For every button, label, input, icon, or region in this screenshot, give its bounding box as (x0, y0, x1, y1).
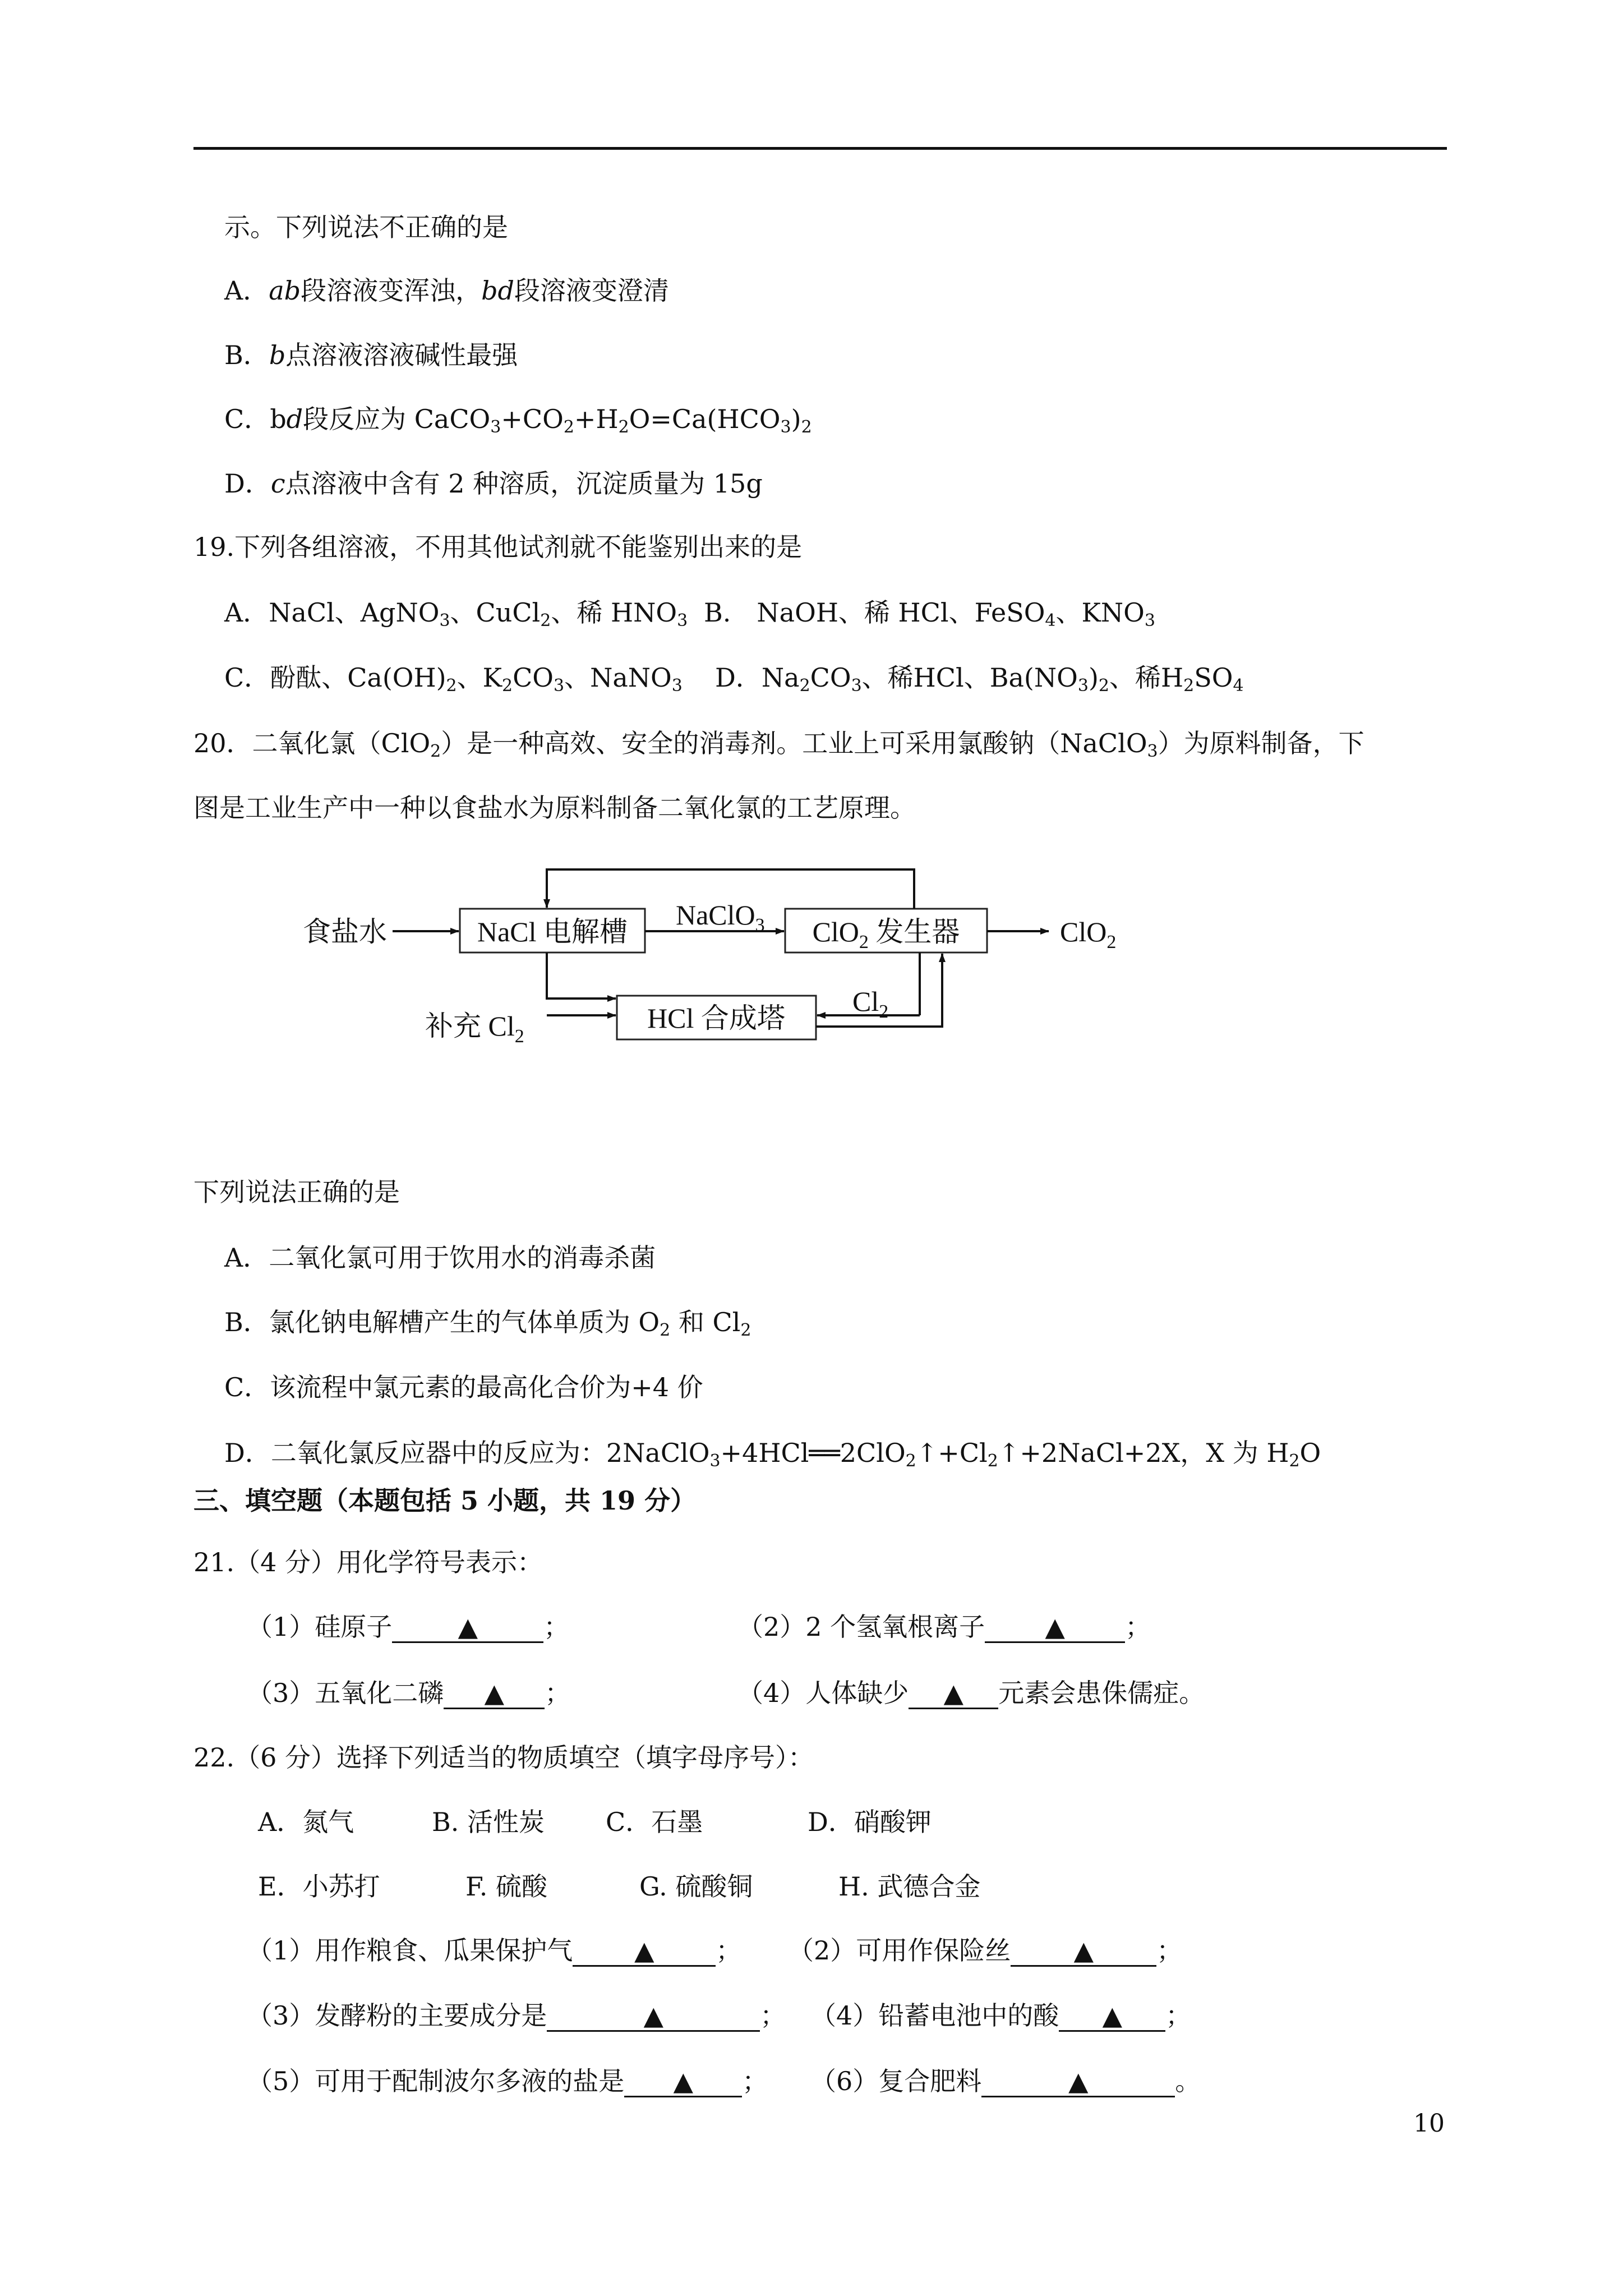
naclo3-arrow-label: NaClO$_3$ (676, 899, 765, 936)
output-label: ClO$_2$ (1060, 916, 1117, 953)
electrolyzer-to-tower-arrow (547, 953, 616, 999)
q21-item-3: （3）五氧化二磷 ▲ ； (247, 1678, 571, 1708)
q22-option-a: A．氮气 (258, 1807, 354, 1837)
q22-option-e: E．小苏打 (258, 1871, 380, 1902)
q18-option-a: A．ab段溶液变浑浊，bd段溶液变澄清 (224, 275, 670, 306)
q20-stem-line1: 20．二氧化氯（ClO$_2$）是一种高效、安全的消毒剂。工业上可采用氯酸钠（NaClO$_3$）为原料制备，下 (193, 728, 1364, 761)
q21-item-1: （1）硅原子 ▲ ； (247, 1612, 570, 1642)
supplement-cl2-label: 补充 $Cl_2$ (425, 1010, 524, 1047)
answer-blank[interactable]: ▲ (909, 1678, 998, 1709)
q21-item-4: （4）人体缺少 ▲ 元素会患侏儒症。 (737, 1678, 1205, 1708)
answer-blank[interactable]: ▲ (444, 1678, 545, 1709)
q21-stem: 21.（4 分）用化学符号表示： (193, 1547, 543, 1577)
input-label: 食盐水 (303, 916, 387, 947)
answer-blank[interactable]: ▲ (547, 2001, 760, 2032)
q19-option-a: A．NaCl、AgNO$_3$、CuCl$_2$、稀 $HNO_3$ (224, 597, 688, 631)
q20-stem-line2: 图是工业生产中一种以食盐水为原料制备二氧化氯的工艺原理。 (193, 793, 916, 823)
q19-option-c: C．酚酞、$Ca(OH)_2$、$K_2CO_3$、NaNO$_3$ (224, 662, 683, 696)
answer-blank[interactable]: ▲ (981, 2067, 1175, 2097)
page-number: 10 (1413, 2109, 1445, 2138)
q22-item-6: （6）复合肥料 ▲ 。 (810, 2066, 1201, 2096)
cl2-arrow-label: $Cl_2$ (852, 986, 889, 1022)
q19-option-b: B. NaOH、稀 HCl、FeSO$_4$、$KNO_3$ (704, 597, 1155, 631)
q18-option-c: C．bd段反应为 $CaCO_3+CO_2+H_2O=Ca(HCO_3)_2$ (224, 404, 812, 437)
answer-blank[interactable]: ▲ (1059, 2001, 1165, 2032)
answer-blank[interactable]: ▲ (624, 2067, 742, 2097)
q22-item-2: （2）可用作保险丝 ▲ ； (788, 1935, 1183, 1966)
q20-option-c: C．该流程中氯元素的最高化合价为+4 价 (224, 1372, 703, 1402)
q18-stem-tail: 示。下列说法不正确的是 (224, 212, 508, 242)
electrolyzer-label: NaCl 电解槽 (477, 916, 628, 947)
q22-option-g: G. 硫酸铜 (639, 1871, 753, 1902)
q22-option-d: D．硝酸钾 (808, 1807, 932, 1837)
section-3-heading: 三、填空题（本题包括 5 小题，共 19 分） (193, 1485, 697, 1516)
q21-item-2: （2）2 个氢氧根离子 ▲ ； (737, 1612, 1151, 1642)
q22-item-5: （5）可用于配制波尔多液的盐是 ▲ ； (247, 2066, 768, 2096)
q20-question-stem: 下列说法正确的是 (193, 1177, 400, 1207)
answer-blank[interactable]: ▲ (392, 1612, 543, 1643)
answer-blank[interactable]: ▲ (1011, 1936, 1156, 1967)
q22-stem: 22.（6 分）选择下列适当的物质填空（填字母序号）： (193, 1742, 814, 1773)
q20-option-d: D．二氧化氯反应器中的反应为：$2NaClO_3+4HCl══2ClO_2↑+Cl_2↑+2NaCl+2X$，X 为 $H_2O$ (224, 1438, 1321, 1471)
header-rule (193, 147, 1447, 150)
q22-option-f: F. 硫酸 (465, 1871, 547, 1902)
q22-option-c: C．石墨 (606, 1807, 703, 1837)
q19-option-d: D．$Na_2CO_3$、稀HCl、$Ba(NO_3)_2$、稀$H_2SO_4$ (715, 662, 1244, 696)
q18-option-b: B．b点溶液溶液碱性最强 (224, 340, 518, 370)
q22-option-b: B. 活性炭 (432, 1807, 545, 1837)
q20-option-a: A．二氧化氯可用于饮用水的消毒杀菌 (224, 1243, 656, 1273)
q18-option-d: D．c点溶液中含有 2 种溶质，沉淀质量为 15g (224, 468, 763, 499)
q22-item-4: （4）铅蓄电池中的酸 ▲ ； (810, 2000, 1192, 2031)
hcl-tower-label: HCl 合成塔 (647, 1002, 785, 1034)
q22-item-1: （1）用作粮食、瓜果保护气 ▲ ； (247, 1935, 742, 1966)
q22-option-h: H. 武德合金 (838, 1871, 981, 1902)
process-flow-diagram (280, 853, 1155, 1088)
generator-label: ClO$_2$ 发生器 (812, 916, 960, 953)
q22-item-3: （3）发酵粉的主要成分是 ▲ ； (247, 2000, 786, 2031)
answer-blank[interactable]: ▲ (985, 1612, 1125, 1643)
q19-stem: 19.下列各组溶液，不用其他试剂就不能鉴别出来的是 (193, 532, 803, 562)
answer-blank[interactable]: ▲ (573, 1936, 716, 1967)
q20-option-b: B．氯化钠电解槽产生的气体单质为 $O_2$ 和 $Cl_2$ (224, 1307, 751, 1340)
